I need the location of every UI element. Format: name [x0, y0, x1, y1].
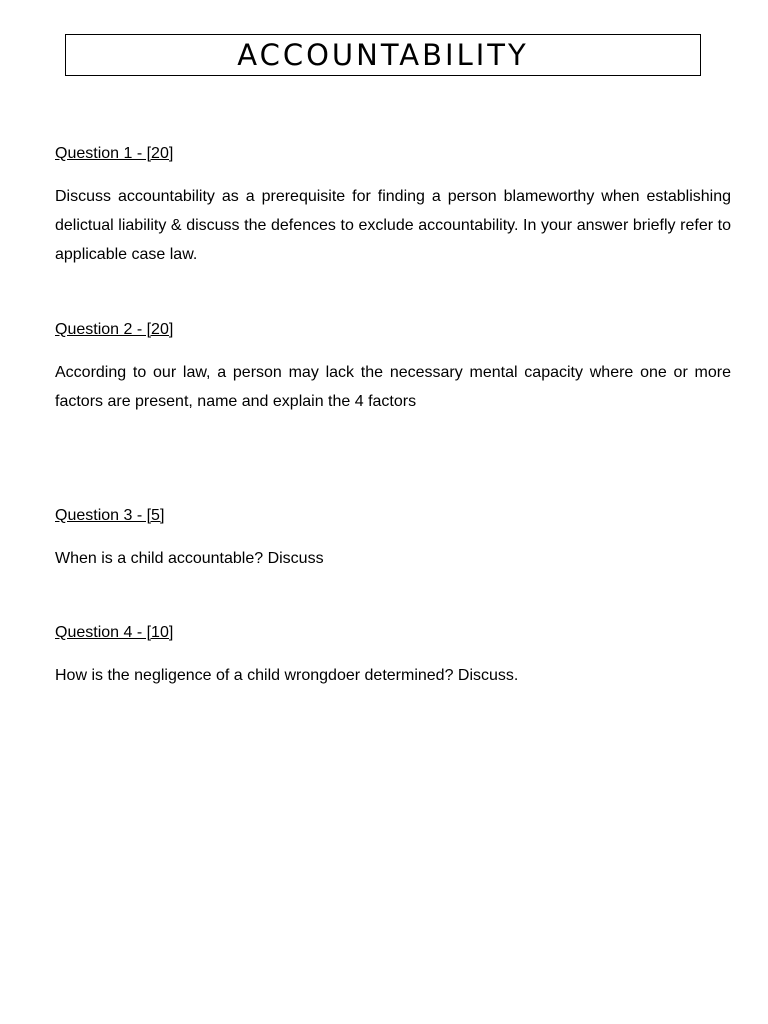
question-3-body: When is a child accountable? Discuss [55, 550, 324, 567]
question-4-body: How is the negligence of a child wrongdoer determined? Discuss. [55, 667, 519, 684]
question-3 [55, 506, 731, 573]
question-3-heading: Question 3 - [5] [55, 507, 165, 524]
question-1 [55, 144, 731, 269]
question-1-heading: Question 1 - [20] [55, 145, 174, 162]
title-box [65, 34, 701, 76]
question-4 [55, 623, 731, 690]
question-1-body: Discuss accountability as a prerequisite for finding a person blameworthy when establishing delictual liability & discuss the defences to exclude accountability. In your answer briefly refer to applicable case law. [55, 188, 731, 263]
page-title: ACCOUNTABILITY [237, 37, 529, 72]
question-2 [55, 320, 731, 416]
question-2-heading: Question 2 - [20] [55, 321, 174, 338]
question-2-body: According to our law, a person may lack the necessary mental capacity where one or more factors are present, name and explain the 4 factors [55, 364, 731, 410]
question-4-heading: Question 4 - [10] [55, 624, 174, 641]
